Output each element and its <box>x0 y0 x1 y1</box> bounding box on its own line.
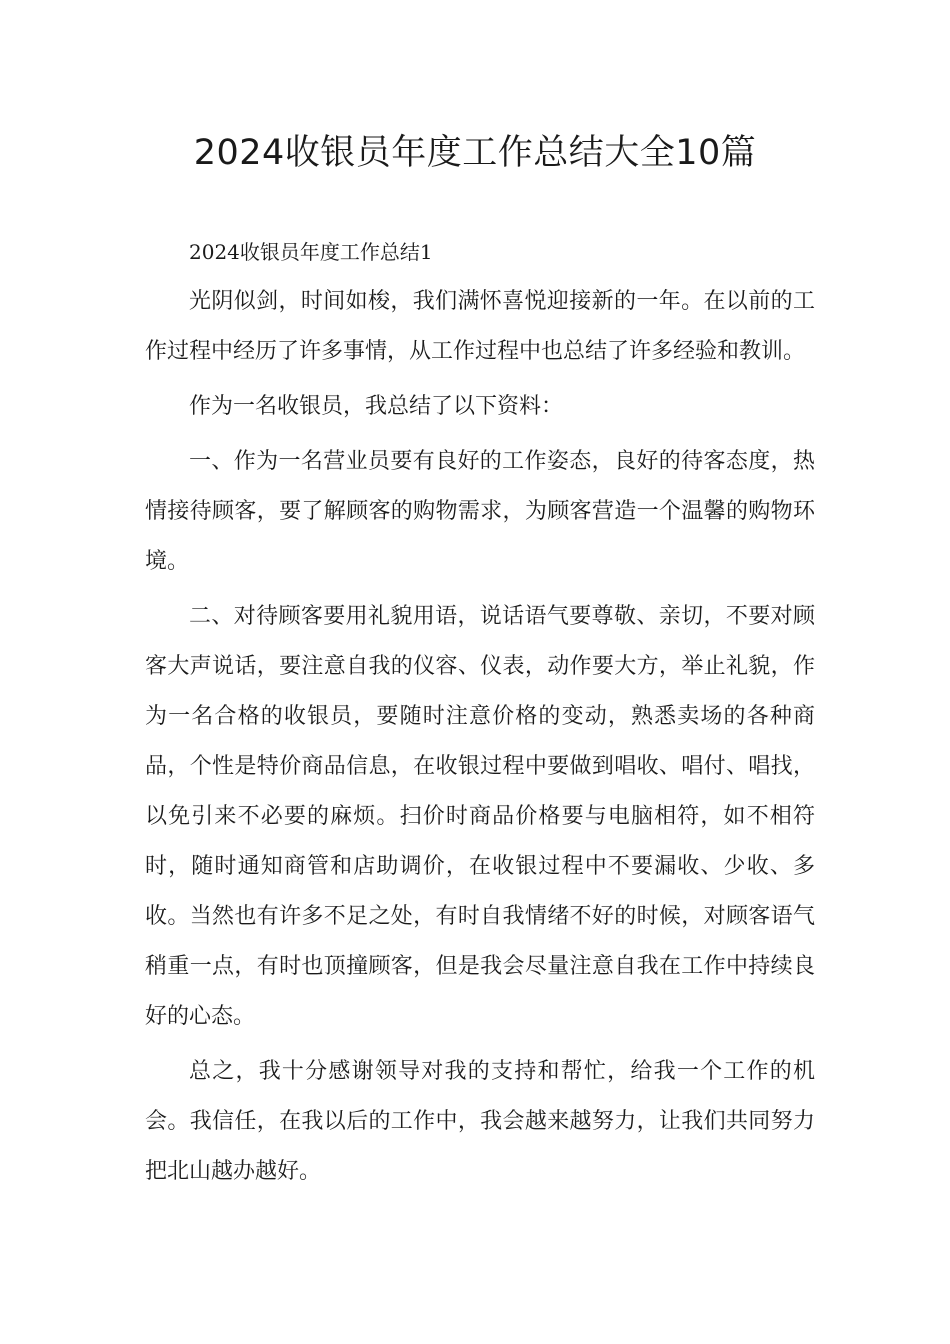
paragraph-point-two: 二、对待顾客要用礼貌用语，说话语气要尊敬、亲切，不要对顾客大声说话，要注意自我的仪容、仪表，动作要大方，举止礼貌，作为一名合格的收银员，要随时注意价格的变动，熟悉卖场的各种商品，个性是特价商品信息，在收银过程中要做到唱收、唱付、唱找，以免引来不必要的麻烦。扫价时商品价格要与电脑相符，如不相符时，随时通知商管和店助调价，在收银过程中不要漏收、少收、多收。当然也有许多不足之处，有时自我情绪不好的时候，对顾客语气稍重一点，有时也顶撞顾客，但是我会尽量注意自我在工作中持续良好的心态。 <box>145 604 815 1029</box>
paragraph-intro: 光阴似剑，时间如梭，我们满怀喜悦迎接新的一年。在以前的工作过程中经历了许多事情，从工作过程中也总结了许多经验和教训。 <box>145 289 815 364</box>
document-body <box>145 232 815 1202</box>
document-title: 2024收银员年度工作总结大全10篇 <box>193 133 757 173</box>
paragraph-summary-lead: 作为一名收银员，我总结了以下资料： <box>189 394 564 419</box>
paragraph-point-one: 一、作为一名营业员要有良好的工作姿态，良好的待客态度，热情接待顾客，要了解顾客的购物需求，为顾客营造一个温馨的购物环境。 <box>145 449 815 574</box>
paragraph-conclusion: 总之，我十分感谢领导对我的支持和帮忙，给我一个工作的机会。我信任，在我以后的工作中，我会越来越努力，让我们共同努力把北山越办越好。 <box>145 1059 815 1184</box>
section-heading: 2024收银员年度工作总结1 <box>189 240 433 264</box>
